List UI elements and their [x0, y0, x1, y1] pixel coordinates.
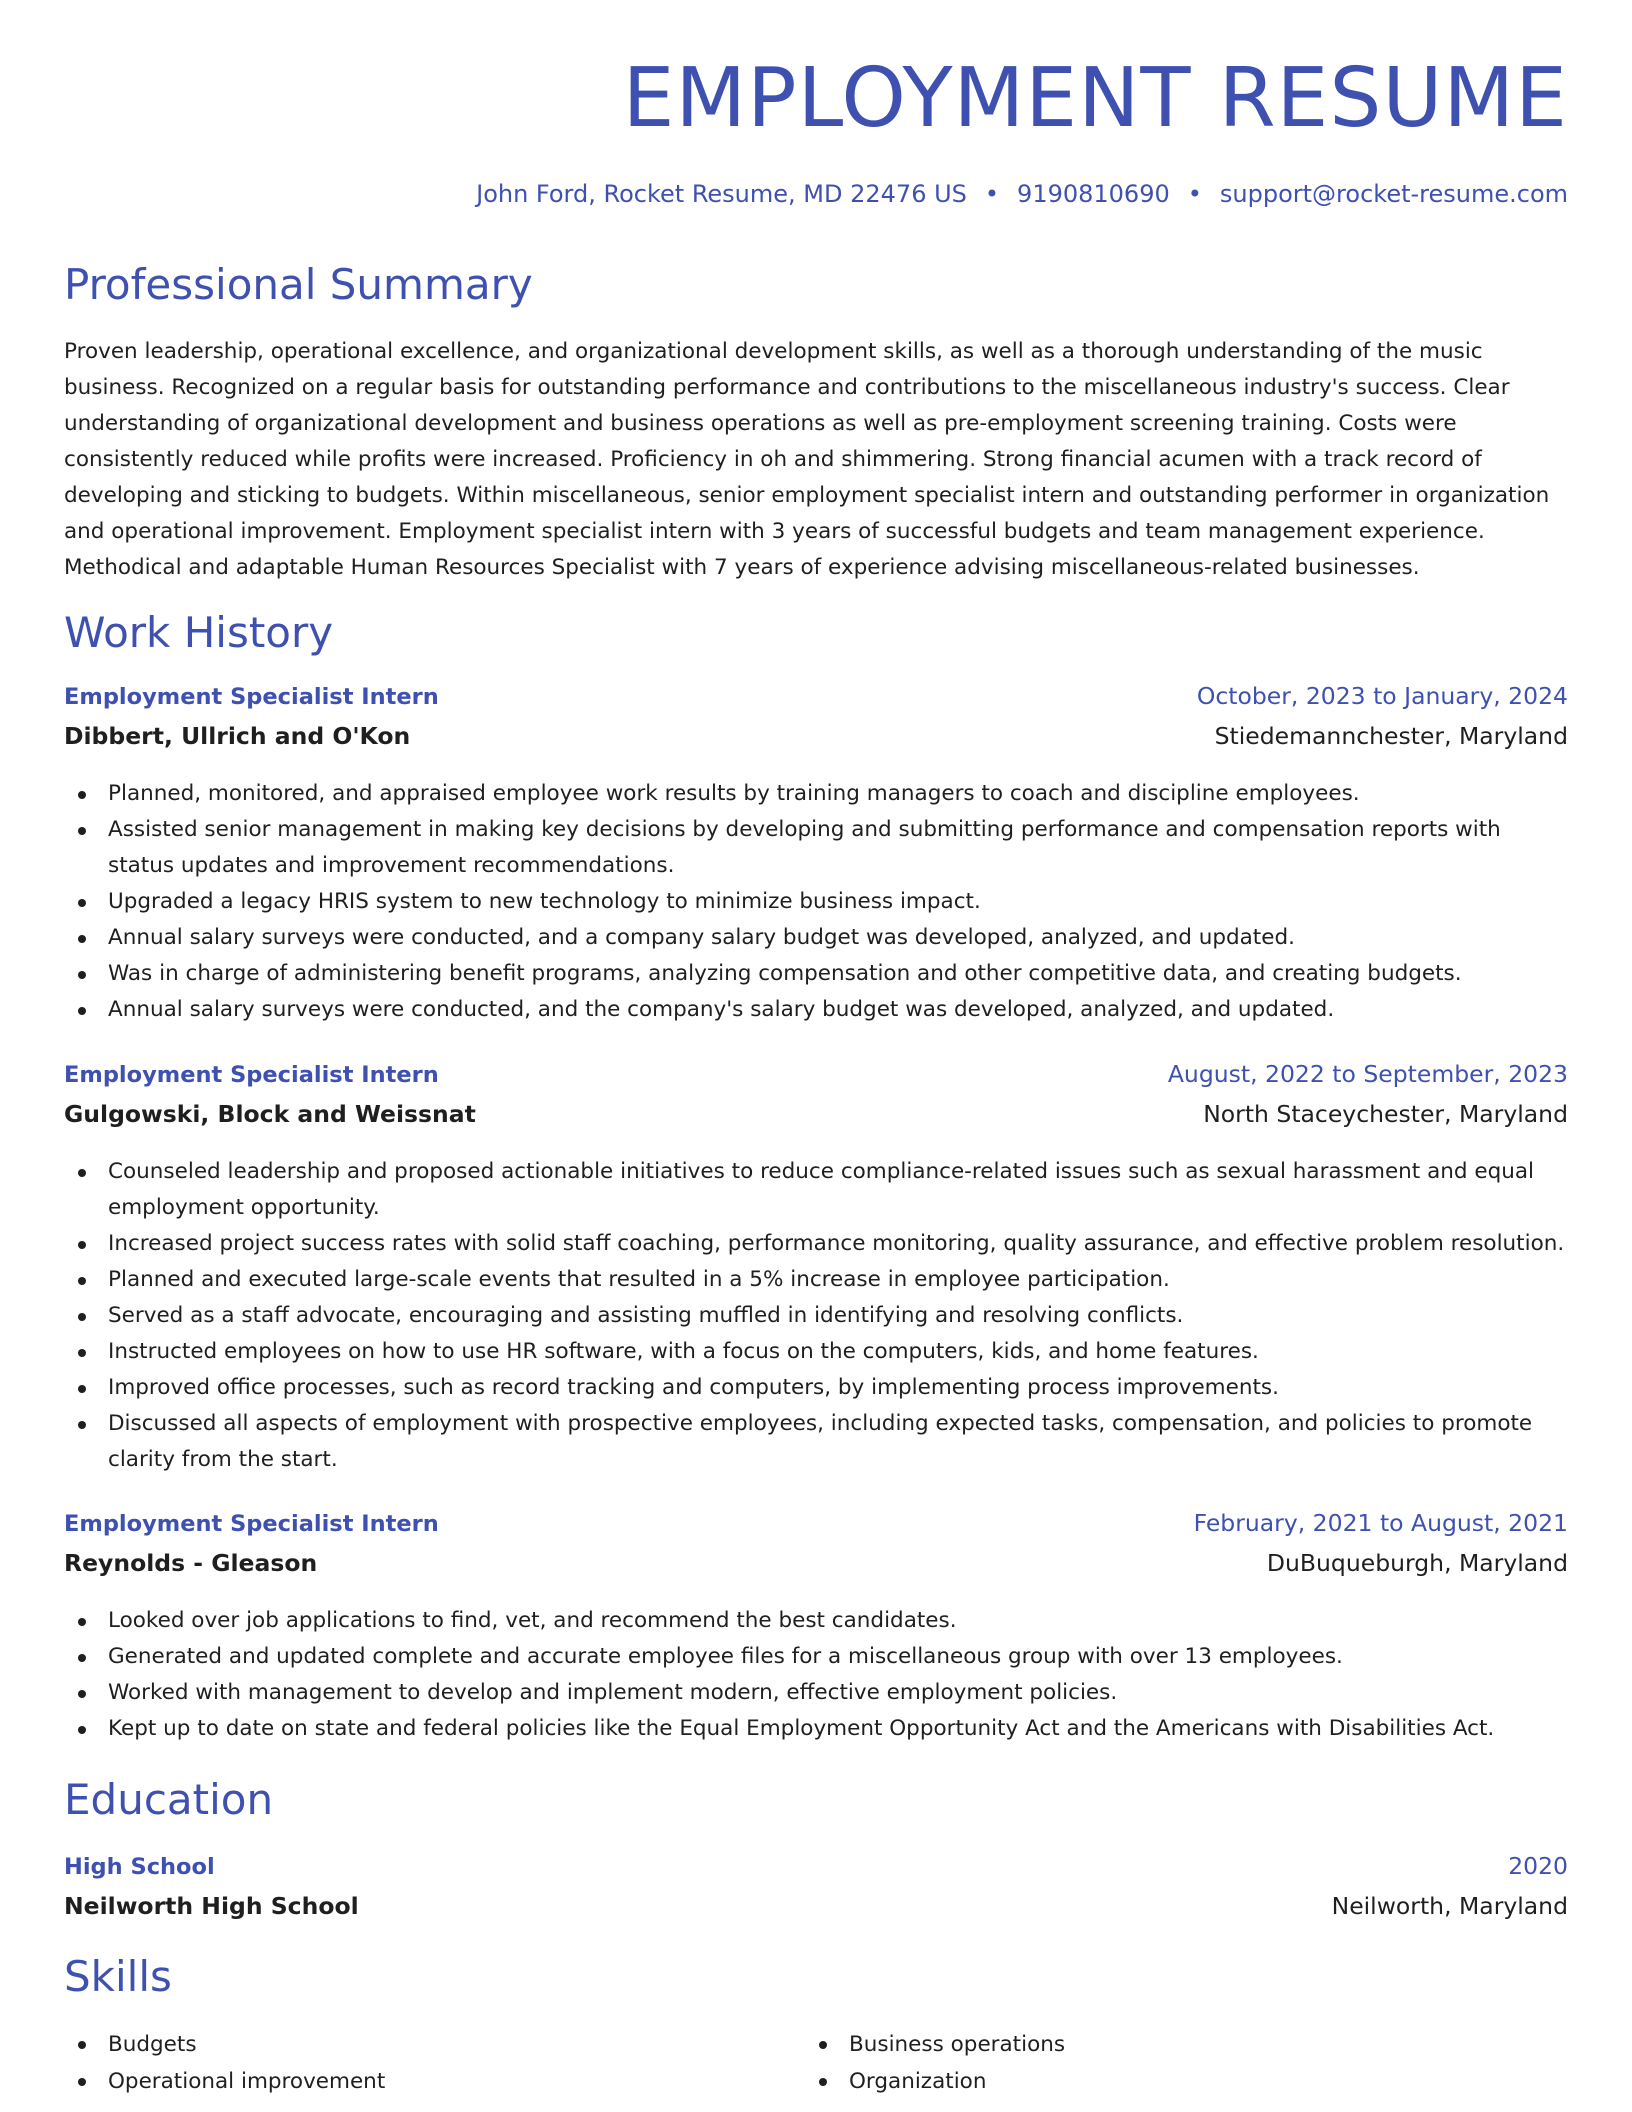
job-bullet: Planned, monitored, and appraised employee work results by training managers to coach and discipline employees. — [64, 776, 1568, 812]
job-bullets — [64, 1603, 1568, 1747]
job-bullet: Annual salary surveys were conducted, and the company's salary budget was developed, analyzed, and updated. — [64, 992, 1568, 1028]
education-year: 2020 — [1508, 1852, 1568, 1880]
education-heading: Education — [64, 1775, 274, 1824]
skills-list — [64, 2026, 1568, 2100]
job-dates: February, 2021 to August, 2021 — [1193, 1509, 1568, 1537]
summary-text: Proven leadership, operational excellence, and organizational development skills, as well as a thorough understanding of the music business. Recognized on a regular basis for outstanding performance and contributions to the miscellaneous industry's success. Clear understanding of organizational development and business operations as well as pre-employment screening training. Costs were consistently reduced while profits were increased. Proficiency in oh and shimmering. Strong financial acumen with a track record of developing and sticking to budgets. Within miscellaneous, senior employment specialist intern and outstanding performer in organization and operational improvement. Employment specialist intern with 3 years of successful budgets and team management experience. Methodical and adaptable Human Resources Specialist with 7 years of experience advising miscellaneous-related businesses. — [64, 339, 1550, 580]
job-bullet: Worked with management to develop and implement modern, effective employment policies. — [64, 1675, 1568, 1711]
job-company: Gulgowski, Block and Weissnat — [64, 1100, 476, 1128]
job-bullet: Discussed all aspects of employment with prospective employees, including expected tasks, compensation, and policies to promote clarity from the start. — [64, 1406, 1568, 1478]
job-title: Employment Specialist Intern — [64, 684, 439, 710]
education-location: Neilworth, Maryland — [1331, 1892, 1568, 1920]
job-bullet: Assisted senior management in making key decisions by developing and submitting performance and compensation reports with status updates and improvement recommendations. — [64, 812, 1568, 884]
job-company-row — [64, 1100, 1568, 1128]
skill-item: Business operations — [805, 2026, 1546, 2063]
job-title: Employment Specialist Intern — [64, 1511, 439, 1537]
skills-column-left — [64, 2026, 805, 2100]
contact-phone: 9190810690 — [1017, 180, 1170, 208]
job-bullet: Looked over job applications to find, vet, and recommend the best candidates. — [64, 1603, 1568, 1639]
job-bullet: Kept up to date on state and federal policies like the Equal Employment Opportunity Act and the Americans with Disabilities Act. — [64, 1711, 1568, 1747]
job-bullet: Improved office processes, such as record tracking and computers, by implementing process improvements. — [64, 1370, 1568, 1406]
job-title: Employment Specialist Intern — [64, 1062, 439, 1088]
job-bullet: Generated and updated complete and accurate employee files for a miscellaneous group with over 13 employees. — [64, 1639, 1568, 1675]
job-bullet: Instructed employees on how to use HR software, with a focus on the computers, kids, and home features. — [64, 1334, 1568, 1370]
work-history-heading: Work History — [64, 608, 334, 657]
job-title-row — [64, 1509, 1568, 1537]
job-location: North Staceychester, Maryland — [1203, 1100, 1568, 1128]
job-bullet: Planned and executed large-scale events that resulted in a 5% increase in employee participation. — [64, 1262, 1568, 1298]
skill-item: Organization — [805, 2063, 1546, 2100]
job-dates: August, 2022 to September, 2023 — [1167, 1060, 1568, 1088]
skill-item: Budgets — [64, 2026, 805, 2063]
job-dates: October, 2023 to January, 2024 — [1196, 682, 1568, 710]
job-company-row — [64, 722, 1568, 750]
summary-heading: Professional Summary — [64, 260, 533, 309]
contact-address: John Ford, Rocket Resume, MD 22476 US — [476, 180, 967, 208]
job-bullet: Increased project success rates with solid staff coaching, performance monitoring, quality assurance, and effective problem resolution. — [64, 1226, 1568, 1262]
job-location: DuBuqueburgh, Maryland — [1266, 1549, 1568, 1577]
contact-separator: • — [1187, 180, 1202, 208]
job-bullets — [64, 1154, 1568, 1478]
job-company: Dibbert, Ullrich and O'Kon — [64, 722, 411, 750]
resume-title: EMPLOYMENT RESUME — [622, 51, 1568, 146]
job-bullet: Annual salary surveys were conducted, and a company salary budget was developed, analyzed, and updated. — [64, 920, 1568, 956]
skills-column-right — [805, 2026, 1546, 2100]
job-location: Stiedemannchester, Maryland — [1214, 722, 1568, 750]
education-school: Neilworth High School — [64, 1892, 359, 1920]
job-title-row — [64, 682, 1568, 710]
education-title-row — [64, 1852, 1568, 1880]
education-degree: High School — [64, 1854, 215, 1880]
contact-line — [476, 180, 1568, 208]
job-bullets — [64, 776, 1568, 1028]
job-bullet: Was in charge of administering benefit programs, analyzing compensation and other competitive data, and creating budgets. — [64, 956, 1568, 992]
skill-item: Operational improvement — [64, 2063, 805, 2100]
education-school-row — [64, 1892, 1568, 1920]
contact-email[interactable]: support@rocket-resume.com — [1219, 180, 1568, 208]
job-bullet: Served as a staff advocate, encouraging and assisting muffled in identifying and resolving conflicts. — [64, 1298, 1568, 1334]
contact-separator: • — [984, 180, 1000, 208]
skills-heading: Skills — [64, 1952, 172, 2001]
job-company: Reynolds - Gleason — [64, 1549, 318, 1577]
job-bullet: Upgraded a legacy HRIS system to new technology to minimize business impact. — [64, 884, 1568, 920]
job-bullet: Counseled leadership and proposed actionable initiatives to reduce compliance-related issues such as sexual harassment and equal employment opportunity. — [64, 1154, 1568, 1226]
job-company-row — [64, 1549, 1568, 1577]
job-title-row — [64, 1060, 1568, 1088]
